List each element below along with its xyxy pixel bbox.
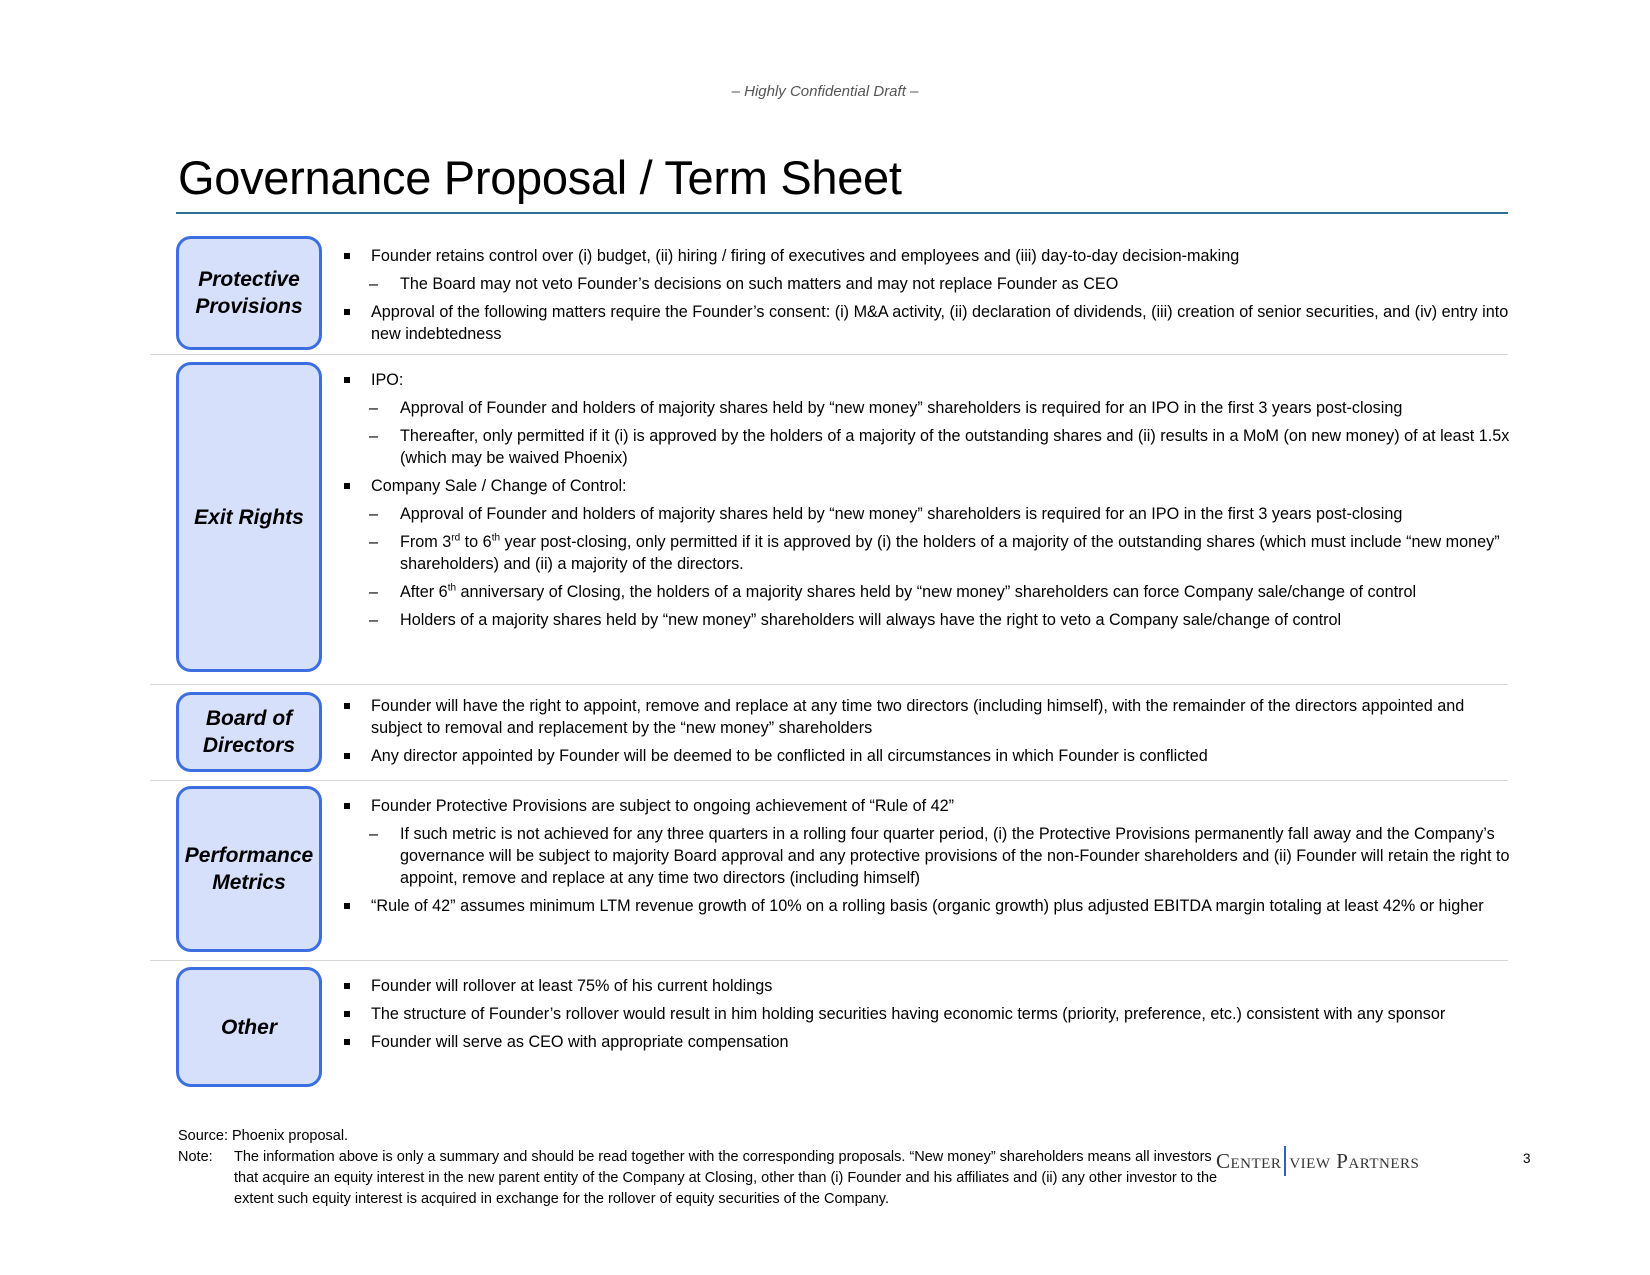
sub-bullet [341, 531, 1512, 575]
note-line [178, 1147, 1218, 1210]
sub-bullet: – Holders of a majority shares held by “new money” shareholders will always have the right to veto a Company sale/change of control [341, 609, 1512, 631]
sub-bullet: – Approval of Founder and holders of majority shares held by “new money” shareholders is required for an IPO in the first 3 years post-closing [341, 503, 1512, 525]
section-other [176, 967, 1512, 1087]
sub-bullet: – The Board may not veto Founder’s decisions on such matters and may not replace Founder as CEO [341, 273, 1512, 295]
bullet-text: year post-closing, only permitted if it is approved by (i) the holders of a majority of the outstanding shares (which must include “new money” shareholders) and (ii) a majority of the directors. [400, 533, 1500, 573]
bullet: Company Sale / Change of Control: [341, 475, 1512, 497]
bullet: “Rule of 42” assumes minimum LTM revenue growth of 10% on a rolling basis (organic growth) plus adjusted EBITDA margin totaling at least 42% or higher [341, 895, 1512, 917]
section-divider [150, 780, 1508, 781]
bullet-text: From 3 [400, 533, 452, 551]
logo-divider [1284, 1146, 1286, 1176]
section-divider [150, 354, 1508, 355]
source-line: Source: Phoenix proposal. [178, 1128, 349, 1144]
bullet: Founder will have the right to appoint, remove and replace at any time two directors (including himself), with the remainder of the directors appointed and subject to removal and replacement by the “new money” shareholders [341, 695, 1512, 739]
bullet: Founder will serve as CEO with appropriate compensation [341, 1031, 1512, 1053]
ordinal-suffix: th [447, 582, 457, 594]
bullet: Founder Protective Provisions are subject to ongoing achievement of “Rule of 42” [341, 795, 1512, 817]
ordinal-suffix: th [491, 532, 501, 544]
bullet: Approval of the following matters require the Founder’s consent: (i) M&A activity, (ii) declaration of dividends, (iii) creation of senior securities, and (iv) entry into new indebtedness [341, 301, 1512, 345]
bullet: IPO: [341, 369, 1512, 391]
bullet-text: to 6 [460, 533, 492, 551]
section-label-protective-provisions: Protective Provisions [176, 236, 322, 350]
section-label-exit-rights: Exit Rights [176, 362, 322, 672]
section-content-other [341, 975, 1512, 1059]
note-label: Note: [178, 1149, 213, 1165]
section-label-performance-metrics: Performance Metrics [176, 786, 322, 952]
bullet: The structure of Founder’s rollover would result in him holding securities having economic terms (priority, preference, etc.) consistent with any sponsor [341, 1003, 1512, 1025]
logo-text-right: view Partners [1289, 1148, 1420, 1173]
ordinal-suffix: rd [451, 532, 461, 544]
section-content-exit-rights [341, 369, 1512, 637]
bullet: Any director appointed by Founder will be deemed to be conflicted in all circumstances in which Founder is conflicted [341, 745, 1512, 767]
bullet-text: After 6 [400, 583, 448, 601]
section-performance-metrics [176, 786, 1512, 952]
title-divider [176, 212, 1508, 214]
section-content-board-of-directors [341, 695, 1512, 773]
sub-bullet: – Thereafter, only permitted if it (i) is approved by the holders of a majority of the outstanding shares and (ii) results in a MoM (on new money) of at least 1.5x (which may be waived Phoenix) [341, 425, 1512, 469]
section-divider [150, 684, 1508, 685]
confidential-banner: – Highly Confidential Draft – [731, 83, 919, 100]
note-text: The information above is only a summary and should be read together with the corresponding proposals. “New money” shareholders means all investors that acquire an equity interest in the new parent entity of the Company at Closing, other than (i) Founder and his affiliates and (ii) any other investor to the extent such equity interest is acquired in exchange for the rollover of equity securities of the Company. [234, 1149, 1218, 1207]
logo-text-left: Center [1216, 1148, 1282, 1173]
section-content-protective-provisions [341, 245, 1512, 351]
sub-bullet: – Approval of Founder and holders of majority shares held by “new money” shareholders is required for an IPO in the first 3 years post-closing [341, 397, 1512, 419]
section-board-of-directors [176, 692, 1512, 772]
footnote [178, 1126, 1218, 1210]
centerview-logo [1216, 1146, 1419, 1176]
bullet-text: anniversary of Closing, the holders of a majority shares held by “new money” shareholders can force Company sale/change of control [456, 583, 1417, 601]
section-label-other: Other [176, 967, 322, 1087]
bullet: Founder will rollover at least 75% of his current holdings [341, 975, 1512, 997]
page-number: 3 [1523, 1151, 1531, 1166]
section-divider [150, 960, 1508, 961]
page-title: Governance Proposal / Term Sheet [178, 151, 902, 204]
section-exit-rights [176, 362, 1512, 672]
section-label-board-of-directors: Board of Directors [176, 692, 322, 772]
sub-bullet [341, 581, 1512, 603]
section-protective-provisions [176, 236, 1512, 350]
section-content-performance-metrics [341, 795, 1512, 923]
bullet: Founder retains control over (i) budget, (ii) hiring / firing of executives and employees and (iii) day-to-day decision-making [341, 245, 1512, 267]
sub-bullet: – If such metric is not achieved for any three quarters in a rolling four quarter period, (i) the Protective Provisions permanently fall away and the Company’s governance will be subject to majority Board approval and any protective provisions of the non-Founder shareholders and (ii) Founder will retain the right to appoint, remove and replace at any time two directors (including himself) [341, 823, 1512, 889]
